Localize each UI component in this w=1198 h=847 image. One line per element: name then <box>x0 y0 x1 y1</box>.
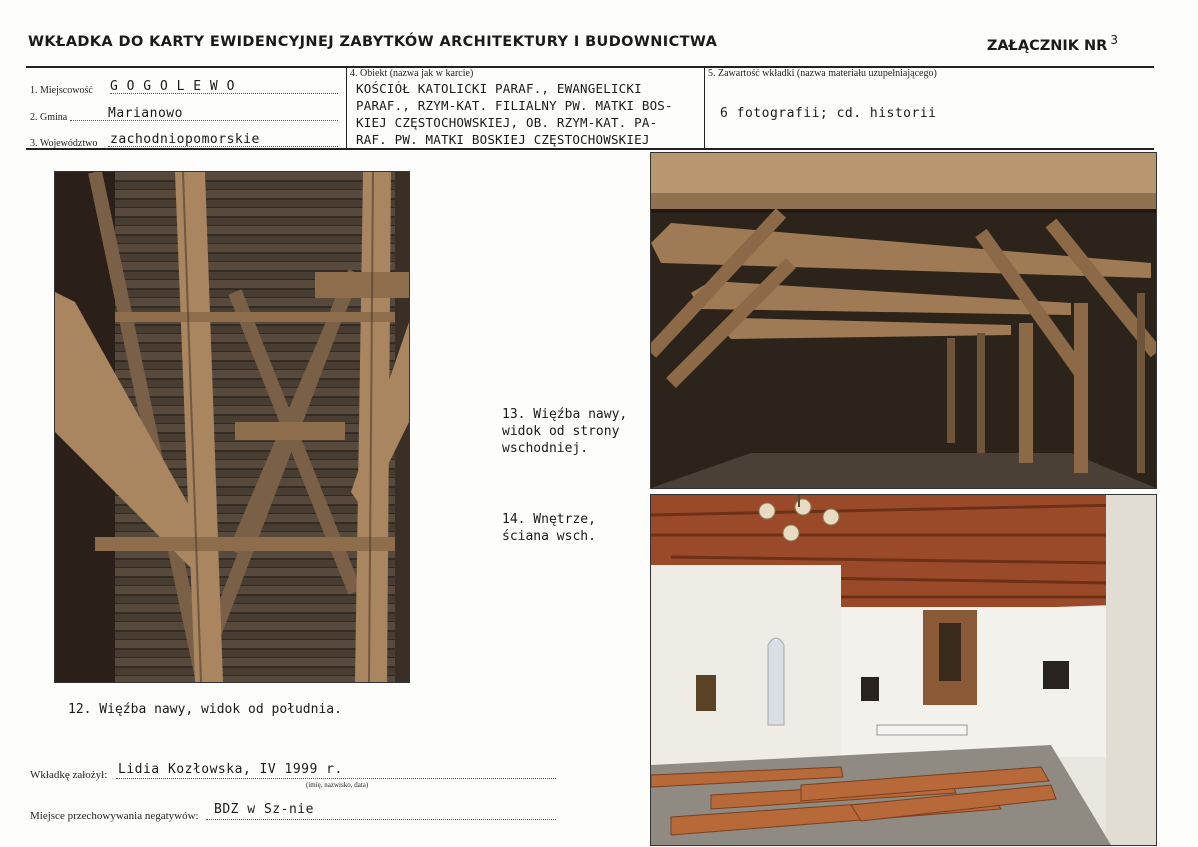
dotted-line <box>206 819 556 820</box>
footer-zalozyl-value: Lidia Kozłowska, IV 1999 r. <box>118 762 343 777</box>
photo-12-image <box>55 172 409 682</box>
field-wojewodztwo-value: zachodniopomorskie <box>110 132 260 147</box>
field-gmina-label: 2. Gmina <box>30 112 68 123</box>
field-miejscowosc-value: G O G O L E W O <box>110 79 235 94</box>
field-wojewodztwo-label: 3. Województwo <box>30 138 98 149</box>
photo-14-interior-east-wall <box>650 494 1157 846</box>
footer-negatywy-value: BDZ w Sz-nie <box>214 802 314 817</box>
field-zawartosc-value: 6 fotografii; cd. historii <box>720 106 937 121</box>
footer-zalozyl-label: Wkładkę założył: <box>30 769 108 781</box>
photo-12-roof-truss-south <box>54 171 410 683</box>
field-gmina-value: Marianowo <box>108 106 183 121</box>
footer-zalozyl-hint: (imię, nazwisko, data) <box>306 781 369 789</box>
photo-13-roof-truss-east <box>650 152 1157 489</box>
field-obiekt-value <box>356 80 673 148</box>
caption-photo-13: 13. Więźba nawy, widok od strony wschodniej. <box>502 407 628 456</box>
field-gmina <box>30 107 340 125</box>
caption-photo-14: 14. Wnętrze, ściana wsch. <box>502 512 596 544</box>
footer-negatywy <box>30 802 560 826</box>
table-divider-1 <box>346 66 347 150</box>
footer-zalozyl <box>30 762 560 795</box>
photo-13-image <box>651 153 1156 488</box>
page-title: WKŁADKA DO KARTY EWIDENCYJNEJ ZABYTKÓW ARCHITEKTURY I BUDOWNICTWA <box>28 34 718 50</box>
field-obiekt-label: 4. Obiekt (nazwa jak w karcie) <box>350 68 474 79</box>
obiekt-line: RAF. PW. MATKI BOSKIEJ CZĘSTOCHOWSKIEJ <box>356 132 650 147</box>
table-divider-2 <box>704 66 705 150</box>
obiekt-line: KOŚCIÓŁ KATOLICKI PARAF., EWANGELICKI <box>356 81 642 96</box>
table-top-rule <box>26 66 1154 68</box>
dotted-line <box>116 778 556 779</box>
photo-14-image <box>651 495 1156 845</box>
field-zawartosc-label: 5. Zawartość wkładki (nazwa materiału uzupełniającego) <box>708 68 937 79</box>
obiekt-line: KIEJ CZĘSTOCHOWSKIEJ, OB. RZYM-KAT. PA- <box>356 115 658 130</box>
caption-photo-12: 12. Więźba nawy, widok od południa. <box>68 702 342 717</box>
obiekt-line: PARAF., RZYM-KAT. FILIALNY PW. MATKI BOS- <box>356 98 673 113</box>
annex-label <box>987 33 1118 54</box>
field-miejscowosc-label: 1. Miejscowość <box>30 85 93 96</box>
footer-negatywy-label: Miejsce przechowywania negatywów: <box>30 810 199 822</box>
annex-number: 3 <box>1110 33 1118 47</box>
field-wojewodztwo <box>30 133 340 151</box>
annex-text: ZAŁĄCZNIK NR <box>986 37 1108 54</box>
field-miejscowosc <box>30 80 340 98</box>
